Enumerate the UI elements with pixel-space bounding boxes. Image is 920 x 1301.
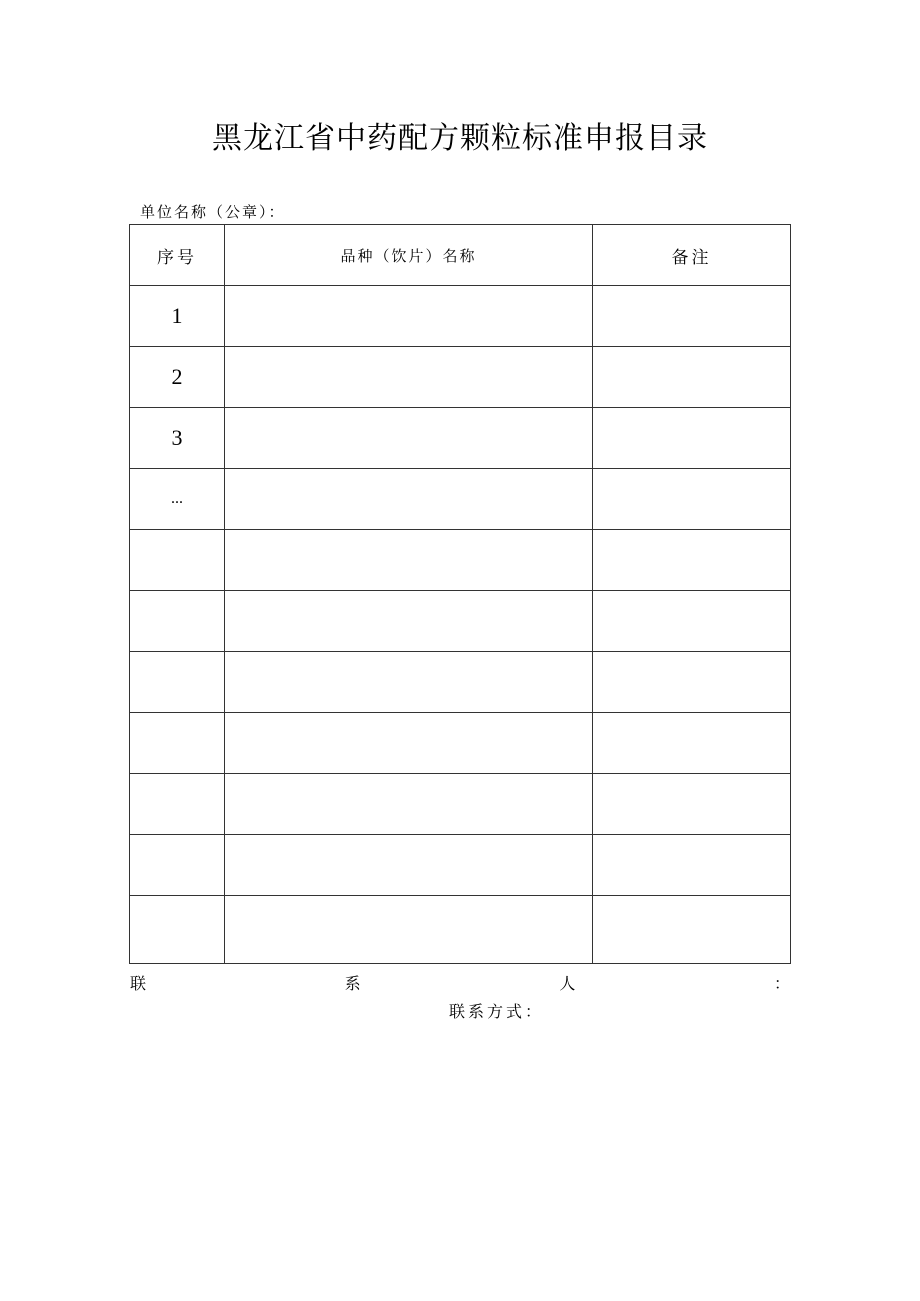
contact-person-line: [130, 972, 790, 996]
contact-person-colon: ：: [773, 974, 790, 993]
seq-cell: ...: [130, 469, 225, 530]
table-row: [130, 469, 791, 530]
note-cell[interactable]: [593, 408, 791, 469]
note-cell[interactable]: [593, 591, 791, 652]
note-cell[interactable]: [593, 774, 791, 835]
header-seq: 序号: [130, 225, 225, 286]
name-cell[interactable]: [225, 774, 593, 835]
name-cell[interactable]: [225, 347, 593, 408]
note-cell[interactable]: [593, 347, 791, 408]
seq-cell: 1: [130, 286, 225, 347]
table-row: [130, 530, 791, 591]
contact-method-label: 联系方式：: [449, 1002, 545, 1021]
contact-person-char: 人: [559, 974, 576, 993]
note-cell[interactable]: [593, 530, 791, 591]
seq-cell[interactable]: [130, 652, 225, 713]
name-cell[interactable]: [225, 530, 593, 591]
unit-name-label: 单位名称（公章）：: [140, 203, 286, 221]
table-header-row: [130, 225, 791, 286]
seq-cell[interactable]: [130, 835, 225, 896]
table-row: [130, 591, 791, 652]
table-row: [130, 408, 791, 469]
seq-cell: 3: [130, 408, 225, 469]
note-cell[interactable]: [593, 896, 791, 964]
table-row: [130, 835, 791, 896]
name-cell[interactable]: [225, 408, 593, 469]
name-cell[interactable]: [225, 652, 593, 713]
header-note: 备注: [593, 225, 791, 286]
seq-cell[interactable]: [130, 774, 225, 835]
table-row: [130, 896, 791, 964]
contact-person-char: 联: [130, 974, 147, 993]
name-cell[interactable]: [225, 835, 593, 896]
seq-cell: 2: [130, 347, 225, 408]
seq-cell[interactable]: [130, 591, 225, 652]
header-name: 品种（饮片）名称: [225, 225, 593, 286]
table-row: [130, 774, 791, 835]
seq-cell[interactable]: [130, 713, 225, 774]
seq-cell[interactable]: [130, 896, 225, 964]
name-cell[interactable]: [225, 469, 593, 530]
name-cell[interactable]: [225, 286, 593, 347]
name-cell[interactable]: [225, 591, 593, 652]
name-cell[interactable]: [225, 713, 593, 774]
note-cell[interactable]: [593, 835, 791, 896]
catalog-table: [129, 224, 791, 964]
contact-person-char: 系: [344, 974, 361, 993]
seq-cell[interactable]: [130, 530, 225, 591]
table-row: [130, 286, 791, 347]
table-row: [130, 713, 791, 774]
note-cell[interactable]: [593, 652, 791, 713]
table-row: [130, 347, 791, 408]
document-title: 黑龙江省中药配方颗粒标准申报目录: [212, 121, 708, 156]
name-cell[interactable]: [225, 896, 593, 964]
table-row: [130, 652, 791, 713]
note-cell[interactable]: [593, 286, 791, 347]
note-cell[interactable]: [593, 469, 791, 530]
note-cell[interactable]: [593, 713, 791, 774]
